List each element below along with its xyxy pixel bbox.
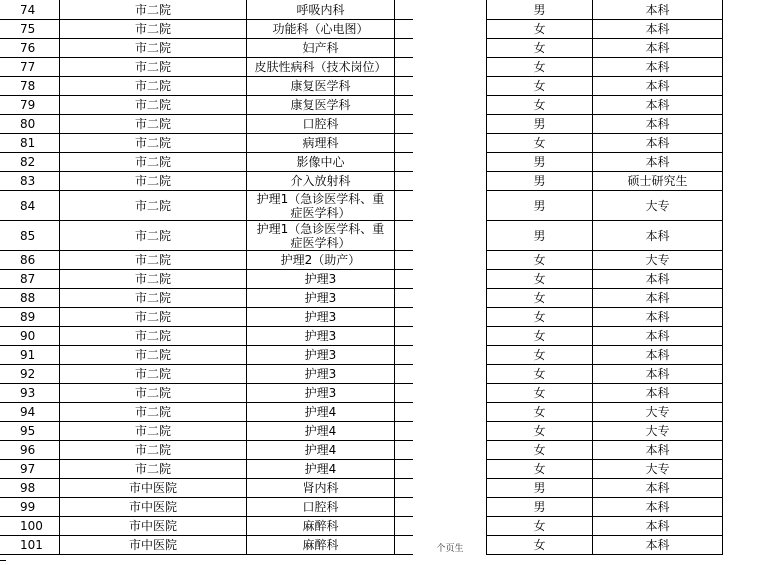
cell-gender: 男 <box>533 117 546 131</box>
cell-empty <box>395 441 486 459</box>
page-overlay-text: 个页生 <box>436 543 464 554</box>
cell-hospital: 市二院 <box>134 443 171 457</box>
cell-dept: 介入放射科 <box>290 174 351 188</box>
cell-no: 97 <box>20 462 36 476</box>
cell-education: 硕士研究生 <box>627 174 688 188</box>
cell-gender: 男 <box>533 500 546 514</box>
cell-dept: 护理3 <box>304 310 337 324</box>
corner-tick <box>0 560 6 561</box>
cell-empty <box>395 115 486 133</box>
cell-education: 本科 <box>645 136 670 150</box>
cell-education: 本科 <box>645 329 670 343</box>
cell-dept: 护理2（助产） <box>280 253 361 267</box>
cell-hospital: 市二院 <box>134 462 171 476</box>
cell-dept: 护理3 <box>304 386 337 400</box>
cell-no: 75 <box>20 22 36 36</box>
cell-education: 本科 <box>645 60 670 74</box>
cell-no: 74 <box>20 3 36 17</box>
cell-dept: 护理3 <box>304 367 337 381</box>
cell-empty <box>395 20 486 38</box>
cell-hospital: 市二院 <box>134 174 171 188</box>
cell-empty <box>395 134 486 152</box>
cell-hospital: 市二院 <box>134 386 171 400</box>
cell-education: 本科 <box>645 291 670 305</box>
cell-empty <box>395 422 486 440</box>
cell-hospital: 市二院 <box>134 136 171 150</box>
cell-dept: 护理3 <box>304 291 337 305</box>
cell-no: 87 <box>20 272 36 286</box>
cell-hospital: 市二院 <box>134 98 171 112</box>
cell-dept: 口腔科 <box>302 500 339 514</box>
cell-dept: 肾内科 <box>302 481 339 495</box>
cell-gender: 女 <box>533 253 546 267</box>
cell-hospital: 市二院 <box>134 22 171 36</box>
cell-hospital: 市中医院 <box>128 519 177 533</box>
cell-no: 99 <box>20 500 36 514</box>
grid-line-v <box>722 0 723 555</box>
cell-gender: 男 <box>533 174 546 188</box>
cell-empty <box>395 384 486 402</box>
cell-hospital: 市二院 <box>134 310 171 324</box>
cell-dept: 护理3 <box>304 272 337 286</box>
cell-dept: 康复医学科 <box>290 98 351 112</box>
cell-no: 81 <box>20 136 36 150</box>
cell-dept: 护理4 <box>304 405 337 419</box>
cell-education: 本科 <box>645 41 670 55</box>
cell-hospital: 市二院 <box>134 329 171 343</box>
cell-hospital: 市二院 <box>134 3 171 17</box>
cell-hospital: 市二院 <box>134 117 171 131</box>
cell-education: 本科 <box>645 79 670 93</box>
cell-gender: 女 <box>533 386 546 400</box>
cell-no: 78 <box>20 79 36 93</box>
cell-dept: 麻醉科 <box>302 538 339 552</box>
cell-hospital: 市二院 <box>134 405 171 419</box>
cell-empty <box>395 58 486 76</box>
cell-hospital: 市二院 <box>134 155 171 169</box>
cell-empty <box>395 327 486 345</box>
cell-hospital: 市二院 <box>134 41 171 55</box>
cell-dept: 护理4 <box>304 462 337 476</box>
cell-hospital: 市二院 <box>134 228 171 243</box>
cell-education: 本科 <box>645 367 670 381</box>
cell-no: 76 <box>20 41 36 55</box>
cell-no: 84 <box>20 198 36 213</box>
cell-dept: 护理1（急诊医学科、重症医学科） <box>256 221 385 250</box>
cell-no: 85 <box>20 228 36 243</box>
cell-gender: 女 <box>533 291 546 305</box>
cell-no: 100 <box>20 519 43 533</box>
cell-gender: 女 <box>533 79 546 93</box>
cell-gender: 女 <box>533 98 546 112</box>
cell-no: 94 <box>20 405 36 419</box>
cell-empty <box>395 289 486 307</box>
cell-gender: 女 <box>533 367 546 381</box>
cell-gender: 男 <box>533 198 546 213</box>
cell-no: 83 <box>20 174 36 188</box>
cell-gender: 男 <box>533 228 546 243</box>
grid-line-h <box>0 554 413 555</box>
cell-empty <box>395 191 486 220</box>
cell-dept: 妇产科 <box>302 41 339 55</box>
cell-education: 本科 <box>645 98 670 112</box>
cell-dept: 麻醉科 <box>302 519 339 533</box>
cell-gender: 女 <box>533 272 546 286</box>
cell-gender: 女 <box>533 41 546 55</box>
cell-education: 大专 <box>645 462 670 476</box>
cell-no: 101 <box>20 538 43 552</box>
cell-empty <box>395 308 486 326</box>
cell-dept: 病理科 <box>302 136 339 150</box>
cell-hospital: 市二院 <box>134 272 171 286</box>
cell-empty <box>395 403 486 421</box>
cell-dept: 护理3 <box>304 348 337 362</box>
cell-empty <box>395 153 486 171</box>
cell-no: 82 <box>20 155 36 169</box>
cell-empty <box>395 498 486 516</box>
cell-no: 92 <box>20 367 36 381</box>
cell-empty <box>395 96 486 114</box>
cell-empty <box>395 1 486 19</box>
cell-dept: 护理3 <box>304 329 337 343</box>
cell-dept: 康复医学科 <box>290 79 351 93</box>
cell-no: 96 <box>20 443 36 457</box>
cell-hospital: 市二院 <box>134 424 171 438</box>
cell-education: 本科 <box>645 117 670 131</box>
cell-dept: 口腔科 <box>302 117 339 131</box>
cell-hospital: 市二院 <box>134 79 171 93</box>
cell-education: 本科 <box>645 22 670 36</box>
cell-education: 本科 <box>645 538 670 552</box>
cell-gender: 女 <box>533 329 546 343</box>
cell-empty <box>395 479 486 497</box>
cell-no: 90 <box>20 329 36 343</box>
cell-education: 本科 <box>645 228 670 243</box>
cell-no: 98 <box>20 481 36 495</box>
cell-education: 本科 <box>645 519 670 533</box>
cell-dept: 护理4 <box>304 424 337 438</box>
cell-hospital: 市中医院 <box>128 500 177 514</box>
cell-gender: 女 <box>533 136 546 150</box>
cell-hospital: 市中医院 <box>128 481 177 495</box>
cell-gender: 男 <box>533 481 546 495</box>
cell-education: 大专 <box>645 253 670 267</box>
cell-gender: 女 <box>533 538 546 552</box>
cell-gender: 男 <box>533 155 546 169</box>
cell-no: 91 <box>20 348 36 362</box>
cell-empty <box>395 270 486 288</box>
cell-empty <box>395 365 486 383</box>
cell-no: 89 <box>20 310 36 324</box>
cell-empty <box>395 460 486 478</box>
cell-no: 77 <box>20 60 36 74</box>
cell-dept: 皮肤性病科（技术岗位） <box>254 60 387 74</box>
grid-line-h <box>486 554 722 555</box>
cell-gender: 男 <box>533 3 546 17</box>
cell-education: 本科 <box>645 272 670 286</box>
cell-no: 80 <box>20 117 36 131</box>
cell-education: 大专 <box>645 424 670 438</box>
cell-no: 86 <box>20 253 36 267</box>
cell-dept: 护理1（急诊医学科、重症医学科） <box>256 191 385 220</box>
cell-dept: 呼吸内科 <box>296 3 345 17</box>
cell-empty <box>395 221 486 250</box>
cell-empty <box>395 172 486 190</box>
cell-empty <box>395 77 486 95</box>
cell-empty <box>395 39 486 57</box>
cell-gender: 女 <box>533 348 546 362</box>
cell-gender: 女 <box>533 310 546 324</box>
cell-education: 本科 <box>645 310 670 324</box>
cell-no: 93 <box>20 386 36 400</box>
cell-empty <box>395 346 486 364</box>
cell-no: 88 <box>20 291 36 305</box>
cell-education: 本科 <box>645 481 670 495</box>
cell-gender: 女 <box>533 443 546 457</box>
cell-hospital: 市二院 <box>134 60 171 74</box>
cell-hospital: 市中医院 <box>128 538 177 552</box>
cell-education: 本科 <box>645 348 670 362</box>
cell-hospital: 市二院 <box>134 367 171 381</box>
cell-gender: 女 <box>533 424 546 438</box>
cell-education: 本科 <box>645 443 670 457</box>
cell-hospital: 市二院 <box>134 291 171 305</box>
cell-hospital: 市二院 <box>134 198 171 213</box>
cell-gender: 女 <box>533 462 546 476</box>
cell-hospital: 市二院 <box>134 348 171 362</box>
cell-gender: 女 <box>533 60 546 74</box>
cell-gender: 女 <box>533 22 546 36</box>
cell-hospital: 市二院 <box>134 253 171 267</box>
cell-empty <box>395 251 486 269</box>
cell-dept: 功能科（心电图） <box>272 22 369 36</box>
cell-gender: 女 <box>533 405 546 419</box>
cell-education: 本科 <box>645 3 670 17</box>
cell-dept: 护理4 <box>304 443 337 457</box>
cell-education: 本科 <box>645 386 670 400</box>
cell-education: 大专 <box>645 198 670 213</box>
cell-gender: 女 <box>533 519 546 533</box>
cell-education: 本科 <box>645 155 670 169</box>
cell-education: 本科 <box>645 500 670 514</box>
cell-no: 95 <box>20 424 36 438</box>
cell-education: 大专 <box>645 405 670 419</box>
cell-dept: 影像中心 <box>296 155 345 169</box>
cell-empty <box>395 517 486 535</box>
cell-no: 79 <box>20 98 36 112</box>
